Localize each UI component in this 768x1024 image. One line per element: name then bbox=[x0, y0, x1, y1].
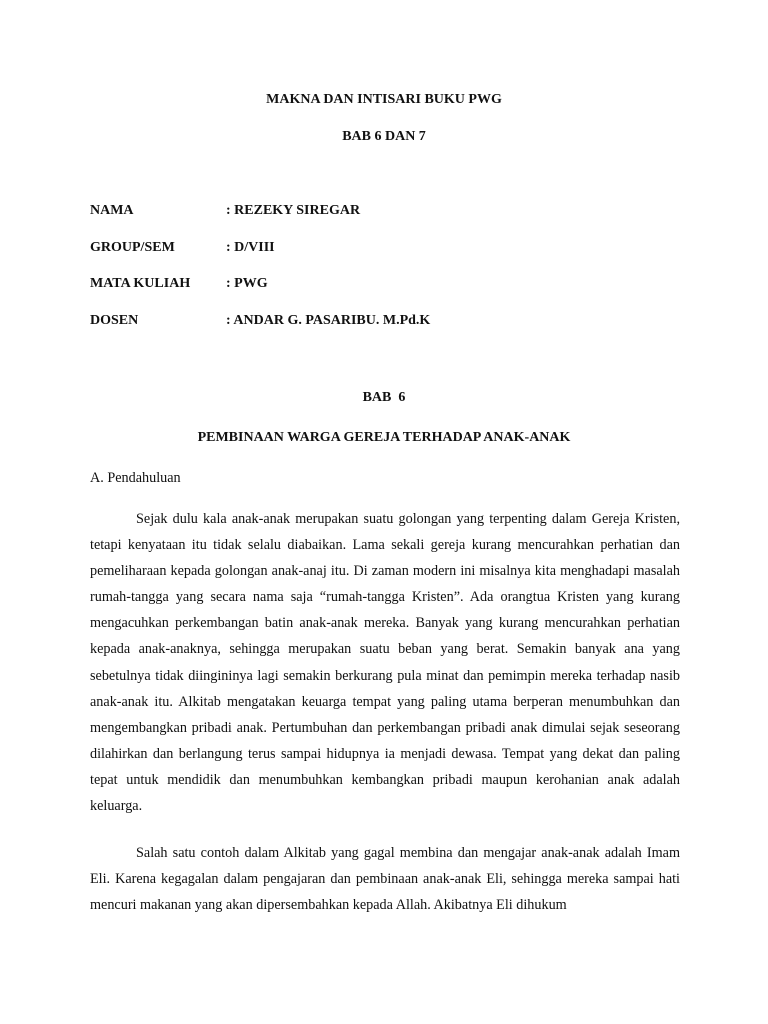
info-row-mata-kuliah bbox=[90, 276, 690, 296]
chapter-heading: BAB 6 bbox=[362, 390, 406, 405]
section-heading: A. Pendahuluan bbox=[90, 470, 181, 486]
body-paragraph: Salah satu contoh dalam Alkitab yang gagal membina dan mengajar anak-anak adalah Imam Eli. Karena kegagalan dalam pengajaran dan pembinaan anak-anak Eli, sehingga mereka sampai hati mencuri makanan yang akan dipersembahkan kepada Allah. Akibatnya Eli dihukum bbox=[90, 845, 680, 914]
body-paragraph: Sejak dulu kala anak-anak merupakan suatu golongan yang terpenting dalam Gereja Kristen, tetapi kenyataan itu tidak selalu diabaikan. Lama sekali gereja kurang mencurahkan perhatian dan pemeliharaan kepada golongan anak-anaj itu. Di zaman modern ini misalnya kita menghadapi masalah rumah-tangga yang secara nama saja “rumah-tangga Kristen”. Ada orangtua Kristen yang kurang mengacuhkan perkembangan batin anak-anak mereka. Banyak yang kurang mencurahkan perhatian kepada anak-anaknya, sehingga merupakan suatu beban yang berat. Semakin banyak ana yang sebetulnya tidak diingininya lagi semakin berkurang pula minat dan pemimpin mereka terhadap nasib anak-anak itu. Alkitab mengatakan keuarga tempat yang paling utama berperan menumbuhkan dan mengembangkan pribadi anak. Pertumbuhan dan perkembangan pribadi anak dimulai sejak seseorang dilahirkan dan berlangung terus sampai hidupnya ia menjadi dewasa. Tempat yang dekat dan paling tepat untuk mendidik dan menumbuhkan kembangkan pribadi maupun kerohanian anak adalah keluarga. bbox=[90, 511, 680, 815]
info-value: : REZEKY SIREGAR bbox=[226, 203, 361, 218]
chapter-title: PEMBINAAN WARGA GEREJA TERHADAP ANAK-ANAK bbox=[197, 430, 571, 445]
info-row-nama bbox=[90, 203, 690, 223]
document-title: MAKNA DAN INTISARI BUKU PWG bbox=[266, 92, 502, 107]
info-row-dosen bbox=[90, 313, 690, 333]
info-value: : ANDAR G. PASARIBU. M.Pd.K bbox=[226, 313, 431, 328]
info-label: GROUP/SEM bbox=[90, 240, 175, 255]
info-label: MATA KULIAH bbox=[90, 276, 191, 291]
info-row-group-sem bbox=[90, 240, 690, 260]
document-subtitle: BAB 6 DAN 7 bbox=[342, 129, 426, 144]
info-value: : D/VIII bbox=[226, 240, 275, 255]
info-label: DOSEN bbox=[90, 313, 139, 328]
info-value: : PWG bbox=[226, 276, 268, 291]
info-label: NAMA bbox=[90, 203, 134, 218]
